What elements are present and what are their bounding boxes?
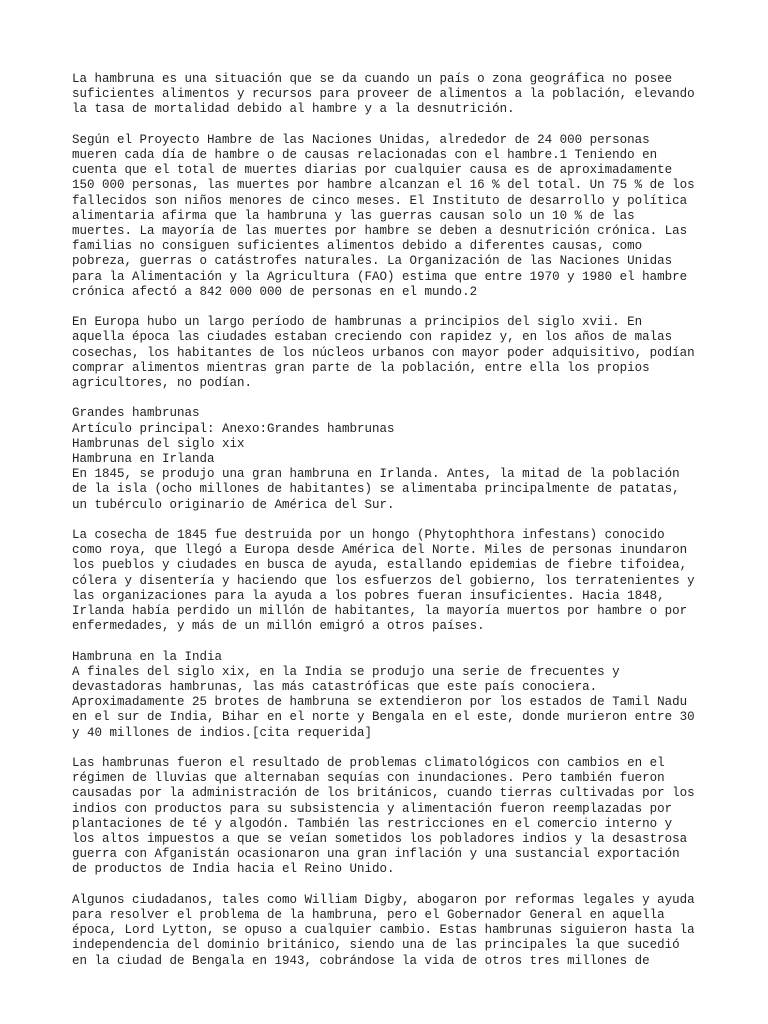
paragraph-reformas: Algunos ciudadanos, tales como William Digby, abogaron por reformas legales y ayuda para resolver el problema de la hambruna, pero el Gobernador General en aquella época, Lord Lytton, se opuso a cualquier cambio. Estas hambrunas siguieron hasta la independencia del dominio británico, siendo una de las principales la que sucedió en la ciudad de Bengala en 1943, cobrándose la vida de otros tres millones de	[72, 892, 695, 968]
paragraph-cosecha-1845: La cosecha de 1845 fue destruida por un hongo (Phytophthora infestans) conocido como roya, que llegó a Europa desde América del Norte. Miles de personas inundaron los pueblos y ciudades en busca de ayuda, estallando epidemias de fiebre tifoidea, cólera y disentería y haciendo que los esfuerzos del gobierno, los terratenientes y las organizaciones para la ayuda a los pobres fueran insuficientes. Hacia 1848, Irlanda había perdido un millón de habitantes, la mayoría muertos por hambre o por enfermedades, y más de un millón emigró a otros países.	[72, 528, 695, 634]
section-india	[72, 650, 698, 741]
paragraph-irlanda-1845: En 1845, se produjo una gran hambruna en Irlanda. Antes, la mitad de la población de la isla (ocho millones de habitantes) se alimentaba principalmente de patatas, un tubérculo originario de América del Sur.	[72, 467, 680, 512]
paragraph-causas: Las hambrunas fueron el resultado de problemas climatológicos con cambios en el régimen de lluvias que alternaban sequías con inundaciones. Pero también fueron causadas por la administración de los británicos, cuando tierras cultivadas por los indios con productos para su subsistencia y alimentación fueron reemplazadas por plantaciones de té y algodón. También las restricciones en el comercio interno y los altos impuestos a que se veían sometidos los pobladores indios y la desastrosa guerra con Afganistán ocasionaron una gran inflación y una sustancial exportación de productos de India hacia el Reino Unido.	[72, 756, 695, 877]
heading-india: Hambruna en la India	[72, 649, 223, 664]
heading-siglo-xix: Hambrunas del siglo xix	[72, 436, 245, 451]
paragraph-un-hunger-project: Según el Proyecto Hambre de las Naciones Unidas, alrededor de 24 000 personas mueren cada día de hambre o de causas relacionadas con el hambre.1 Teniendo en cuenta que el total de muertes diarias por cualquier causa es de aproximadamente 150 000 personas, las muertes por hambre alcanzan el 16 % del total. Un 75 % de los fallecidos son niños menores de cinco meses. El Instituto de desarrollo y política alimentaria afirma que la hambruna y las guerras causan solo un 10 % de las muertes. La mayoría de las muertes por hambre se deben a desnutrición crónica. Las familias no consiguen suficientes alimentos debido a diferentes causas, como pobreza, guerras o catástrofes naturales. La Organización de las Naciones Unidas para la Alimentación y la Agricultura (FAO) estima que entre 1970 y 1980 el hambre crónica afectó a 842 000 000 de personas en el mundo.2	[72, 132, 695, 299]
heading-grandes-hambrunas: Grandes hambrunas	[72, 406, 200, 421]
heading-irlanda: Hambruna en Irlanda	[72, 452, 215, 467]
paragraph-intro: La hambruna es una situación que se da cuando un país o zona geográfica no posee suficientes alimentos y recursos para proveer de alimentos a la población, elevando la tasa de mortalidad debido al hambre y a la desnutrición.	[72, 72, 695, 117]
paragraph-india-siglo-xix: A finales del siglo xix, en la India se produjo una serie de frecuentes y devastadoras hambrunas, las más catastróficas que este país conociera. Aproximadamente 25 brotes de hambruna se extendieron por los estados de Tamil Nadu en el sur de India, Bihar en el norte y Bengala en el este, donde murieron entre 30 y 40 millones de indios.[cita requerida]	[72, 664, 695, 740]
section-grandes-hambrunas	[72, 406, 698, 512]
paragraph-europe: En Europa hubo un largo período de hambrunas a principios del siglo xvii. En aquella época las ciudades estaban creciendo con rapidez y, en los años de malas cosechas, los habitantes de los núcleos urbanos con mayor poder adquisitivo, podían comprar alimentos mientras gran parte de la población, entre ella los propios agricultores, no podían.	[72, 315, 695, 391]
main-article-link[interactable]: Artículo principal: Anexo:Grandes hambrunas	[72, 421, 395, 436]
